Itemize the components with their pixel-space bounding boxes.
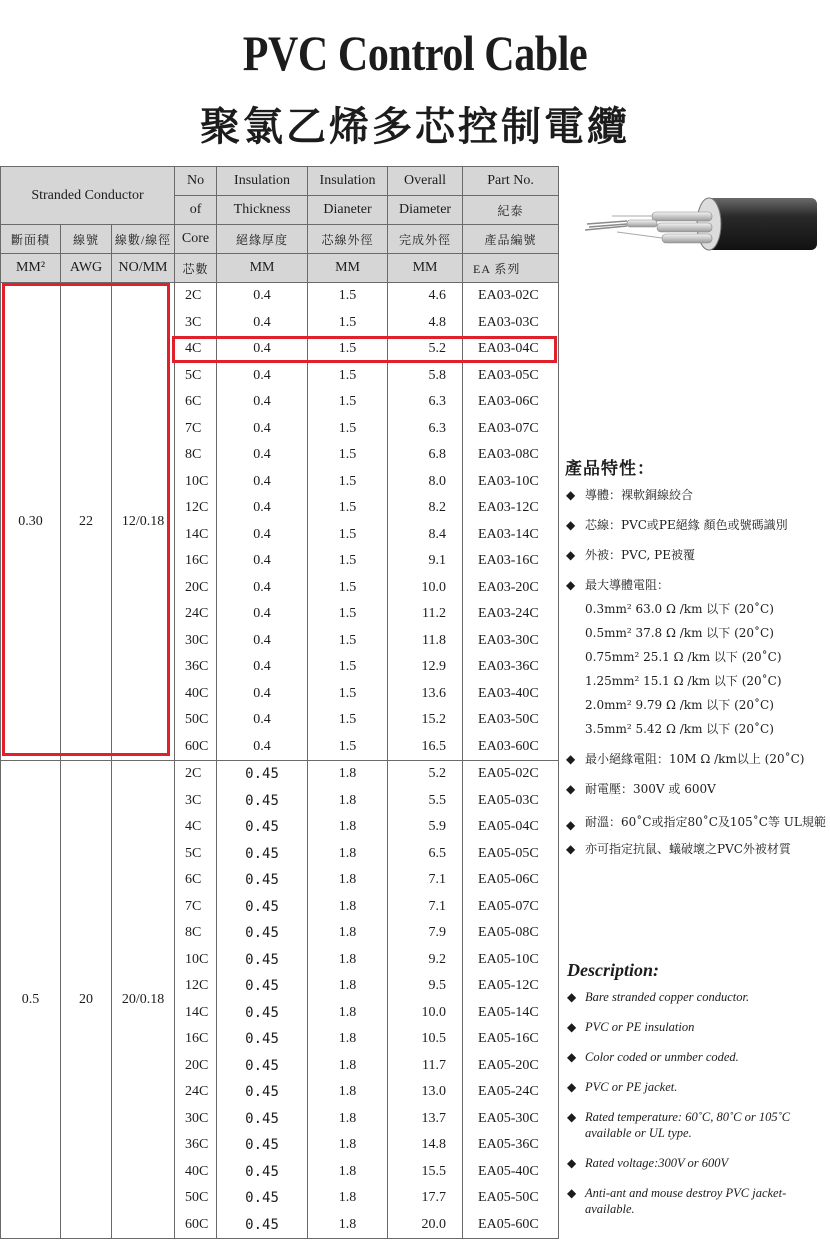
- insulation-thickness-cell: 0.45: [217, 841, 308, 868]
- core-count-cell: 40C: [175, 1159, 217, 1186]
- core-count-cell: 14C: [175, 1000, 217, 1027]
- cable-jacket: [707, 198, 817, 250]
- header-core: Core: [175, 225, 217, 254]
- features-section: [565, 454, 830, 871]
- insulation-thickness-cell: 0.45: [217, 867, 308, 894]
- core-count-cell: 3C: [175, 310, 217, 337]
- overall-diameter-cell: 8.2: [388, 495, 463, 522]
- part-number-cell: EA03-10C: [463, 469, 559, 496]
- diamond-bullet-icon: ◆: [567, 1080, 577, 1094]
- insulation-thickness-cell: 0.45: [217, 1053, 308, 1080]
- desc-anti-ant: ◆ Anti-ant and mouse destroy PVC jacket-available.: [567, 1186, 787, 1216]
- overall-diameter-cell: 7.1: [388, 867, 463, 894]
- overall-diameter-cell: 5.9: [388, 814, 463, 841]
- insulation-thickness-cell: 0.4: [217, 495, 308, 522]
- overall-diameter-cell: 5.2: [388, 336, 463, 363]
- insulation-thickness-cell: 0.4: [217, 416, 308, 443]
- overall-diameter-cell: 11.7: [388, 1053, 463, 1080]
- insulation-diameter-cell: 1.8: [308, 947, 388, 974]
- cable-cores: [585, 212, 712, 243]
- part-number-cell: EA03-24C: [463, 601, 559, 628]
- insulation-thickness-cell: 0.4: [217, 469, 308, 496]
- core-count-cell: 12C: [175, 973, 217, 1000]
- insulation-thickness-cell: 0.45: [217, 1000, 308, 1027]
- overall-diameter-cell: 14.8: [388, 1132, 463, 1159]
- desc-jacket: ◆ PVC or PE jacket.: [567, 1080, 678, 1094]
- core-count-cell: 8C: [175, 920, 217, 947]
- overall-diameter-cell: 10.0: [388, 575, 463, 602]
- insulation-diameter-cell: 1.5: [308, 469, 388, 496]
- insulation-thickness-cell: 0.45: [217, 1159, 308, 1186]
- core-count-cell: 8C: [175, 442, 217, 469]
- core-count-cell: 40C: [175, 681, 217, 708]
- insulation-thickness-cell: 0.45: [217, 947, 308, 974]
- core-count-cell: 5C: [175, 841, 217, 868]
- insulation-thickness-cell: 0.45: [217, 1106, 308, 1133]
- overall-diameter-cell: 9.5: [388, 973, 463, 1000]
- part-number-cell: EA05-12C: [463, 973, 559, 1000]
- overall-diameter-cell: 6.8: [388, 442, 463, 469]
- insulation-thickness-cell: 0.45: [217, 894, 308, 921]
- insulation-thickness-cell: 0.45: [217, 920, 308, 947]
- header-zh-area: 斷面積: [1, 225, 61, 254]
- insulation-diameter-cell: 1.5: [308, 495, 388, 522]
- core-count-cell: 14C: [175, 522, 217, 549]
- part-number-cell: EA05-06C: [463, 867, 559, 894]
- feature-anti-ant: ◆ 亦可指定抗鼠、蟻破壞之PVC外被材質: [566, 842, 791, 856]
- insulation-diameter-cell: 1.8: [308, 894, 388, 921]
- conductor-area: 0.30: [1, 283, 61, 761]
- diamond-bullet-icon: ◆: [566, 782, 576, 796]
- insulation-diameter-cell: 1.8: [308, 1132, 388, 1159]
- overall-diameter-cell: 6.3: [388, 416, 463, 443]
- core-count-cell: 4C: [175, 336, 217, 363]
- insulation-diameter-cell: 1.8: [308, 761, 388, 788]
- header-zh-strands: 線數/線徑: [112, 225, 175, 254]
- overall-diameter-cell: 16.5: [388, 734, 463, 761]
- insulation-thickness-cell: 0.4: [217, 310, 308, 337]
- insulation-thickness-cell: 0.4: [217, 654, 308, 681]
- overall-diameter-cell: 7.1: [388, 894, 463, 921]
- core-count-cell: 2C: [175, 761, 217, 788]
- core-count-cell: 24C: [175, 1079, 217, 1106]
- core-count-cell: 10C: [175, 469, 217, 496]
- header-part-no: Part No.: [463, 167, 559, 196]
- insulation-diameter-cell: 1.8: [308, 1000, 388, 1027]
- resistance-1-25: 1.25mm² 15.1 Ω /km 以下 (20˚C): [585, 674, 782, 688]
- desc-temperature: ◆ Rated temperature: 60˚C, 80˚C or 105˚C available or UL type.: [567, 1110, 791, 1140]
- diamond-bullet-icon: ◆: [567, 990, 577, 1004]
- header-diameter: Diameter: [388, 196, 463, 225]
- part-number-cell: EA05-08C: [463, 920, 559, 947]
- resistance-0-75: 0.75mm² 25.1 Ω /km 以下 (20˚C): [585, 650, 782, 664]
- part-number-cell: EA05-50C: [463, 1185, 559, 1212]
- overall-diameter-cell: 5.8: [388, 363, 463, 390]
- part-number-cell: EA03-14C: [463, 522, 559, 549]
- insulation-diameter-cell: 1.5: [308, 336, 388, 363]
- insulation-diameter-cell: 1.5: [308, 389, 388, 416]
- desc-insulation: ◆ PVC or PE insulation: [567, 1020, 695, 1034]
- unit-mm2: MM²: [1, 254, 61, 283]
- insulation-diameter-cell: 1.5: [308, 575, 388, 602]
- insulation-diameter-cell: 1.8: [308, 1026, 388, 1053]
- table-row: [1, 761, 559, 788]
- part-number-cell: EA03-04C: [463, 336, 559, 363]
- resistance-0-5: 0.5mm² 37.8 Ω /km 以下 (20˚C): [585, 626, 774, 640]
- part-number-cell: EA05-36C: [463, 1132, 559, 1159]
- part-number-cell: EA05-30C: [463, 1106, 559, 1133]
- insulation-thickness-cell: 0.45: [217, 1185, 308, 1212]
- insulation-thickness-cell: 0.45: [217, 1026, 308, 1053]
- page-title: PVC Control Cable: [242, 25, 588, 81]
- header-zh-ins-thickness: 絕緣厚度: [217, 225, 308, 254]
- insulation-thickness-cell: 0.4: [217, 336, 308, 363]
- insulation-thickness-cell: 0.4: [217, 522, 308, 549]
- overall-diameter-cell: 11.2: [388, 601, 463, 628]
- header-zh-product-no: 產品編號: [463, 225, 559, 254]
- core-count-cell: 50C: [175, 707, 217, 734]
- diamond-bullet-icon: ◆: [566, 818, 576, 832]
- header-of: of: [175, 196, 217, 225]
- part-number-cell: EA05-04C: [463, 814, 559, 841]
- part-number-cell: EA03-08C: [463, 442, 559, 469]
- part-number-cell: EA05-40C: [463, 1159, 559, 1186]
- feature-min-insulation: ◆ 最小絕緣電阻：10M Ω /km以上 (20˚C): [566, 752, 805, 766]
- feature-voltage: ◆ 耐電壓：300V 或 600V: [566, 782, 716, 796]
- overall-diameter-cell: 10.0: [388, 1000, 463, 1027]
- insulation-diameter-cell: 1.8: [308, 867, 388, 894]
- table-header: [1, 167, 559, 283]
- insulation-thickness-cell: 0.4: [217, 681, 308, 708]
- desc-color-coded: ◆ Color coded or unmber coded.: [567, 1050, 739, 1064]
- insulation-thickness-cell: 0.4: [217, 548, 308, 575]
- overall-diameter-cell: 4.6: [388, 283, 463, 310]
- part-number-cell: EA03-12C: [463, 495, 559, 522]
- part-number-cell: EA05-10C: [463, 947, 559, 974]
- description-section: [567, 960, 830, 1231]
- core-count-cell: 4C: [175, 814, 217, 841]
- table-row: [1, 283, 559, 310]
- features-title: 產品特性：: [565, 459, 655, 479]
- core-count-cell: 2C: [175, 283, 217, 310]
- header-dianeter: Dianeter: [308, 196, 388, 225]
- conductor-strands: 12/0.18: [112, 283, 175, 761]
- header-no: No: [175, 167, 217, 196]
- overall-diameter-cell: 13.0: [388, 1079, 463, 1106]
- insulation-diameter-cell: 1.8: [308, 1185, 388, 1212]
- core-count-cell: 60C: [175, 734, 217, 761]
- part-number-cell: EA03-20C: [463, 575, 559, 602]
- overall-diameter-cell: 6.3: [388, 389, 463, 416]
- core-count-cell: 10C: [175, 947, 217, 974]
- core-count-cell: 3C: [175, 788, 217, 815]
- part-number-cell: EA05-14C: [463, 1000, 559, 1027]
- conductor-awg: 20: [61, 761, 112, 1239]
- insulation-diameter-cell: 1.8: [308, 814, 388, 841]
- core-count-cell: 7C: [175, 416, 217, 443]
- insulation-thickness-cell: 0.4: [217, 601, 308, 628]
- insulation-diameter-cell: 1.8: [308, 1212, 388, 1239]
- unit-cores: 芯數: [175, 254, 217, 283]
- insulation-diameter-cell: 1.8: [308, 973, 388, 1000]
- insulation-thickness-cell: 0.45: [217, 761, 308, 788]
- core-count-cell: 36C: [175, 654, 217, 681]
- core-count-cell: 60C: [175, 1212, 217, 1239]
- overall-diameter-cell: 8.4: [388, 522, 463, 549]
- part-number-cell: EA03-36C: [463, 654, 559, 681]
- unit-mm-overall: MM: [388, 254, 463, 283]
- core-count-cell: 36C: [175, 1132, 217, 1159]
- insulation-diameter-cell: 1.5: [308, 734, 388, 761]
- part-number-cell: EA05-24C: [463, 1079, 559, 1106]
- feature-max-resistance: ◆ 最大導體電阻：: [566, 578, 670, 592]
- overall-diameter-cell: 5.2: [388, 761, 463, 788]
- overall-diameter-cell: 4.8: [388, 310, 463, 337]
- diamond-bullet-icon: ◆: [566, 752, 576, 766]
- unit-nomm: NO/MM: [112, 254, 175, 283]
- overall-diameter-cell: 5.5: [388, 788, 463, 815]
- insulation-thickness-cell: 0.45: [217, 973, 308, 1000]
- insulation-thickness-cell: 0.4: [217, 442, 308, 469]
- core-count-cell: 20C: [175, 575, 217, 602]
- insulation-thickness-cell: 0.45: [217, 814, 308, 841]
- insulation-thickness-cell: 0.45: [217, 1212, 308, 1239]
- diamond-bullet-icon: ◆: [567, 1110, 577, 1124]
- unit-mm-ins: MM: [217, 254, 308, 283]
- diamond-bullet-icon: ◆: [566, 518, 576, 532]
- insulation-thickness-cell: 0.45: [217, 788, 308, 815]
- part-number-cell: EA03-03C: [463, 310, 559, 337]
- part-number-cell: EA03-50C: [463, 707, 559, 734]
- diamond-bullet-icon: ◆: [567, 1186, 577, 1200]
- part-number-cell: EA03-30C: [463, 628, 559, 655]
- table-body: [1, 283, 559, 1239]
- insulation-diameter-cell: 1.5: [308, 548, 388, 575]
- part-number-cell: EA03-40C: [463, 681, 559, 708]
- core-count-cell: 16C: [175, 548, 217, 575]
- feature-temperature: ◆ 耐溫：60˚C或指定80˚C及105˚C等 UL規範: [565, 811, 830, 833]
- overall-diameter-cell: 9.1: [388, 548, 463, 575]
- insulation-diameter-cell: 1.5: [308, 628, 388, 655]
- insulation-diameter-cell: 1.8: [308, 1053, 388, 1080]
- overall-diameter-cell: 13.7: [388, 1106, 463, 1133]
- part-number-cell: EA03-16C: [463, 548, 559, 575]
- part-number-cell: EA03-60C: [463, 734, 559, 761]
- overall-diameter-cell: 6.5: [388, 841, 463, 868]
- unit-ea-series: EA 系列: [463, 254, 559, 283]
- insulation-diameter-cell: 1.5: [308, 601, 388, 628]
- insulation-thickness-cell: 0.45: [217, 1132, 308, 1159]
- overall-diameter-cell: 9.2: [388, 947, 463, 974]
- part-number-cell: EA03-07C: [463, 416, 559, 443]
- core-count-cell: 20C: [175, 1053, 217, 1080]
- core-count-cell: 24C: [175, 601, 217, 628]
- insulation-diameter-cell: 1.8: [308, 1159, 388, 1186]
- insulation-thickness-cell: 0.4: [217, 283, 308, 310]
- overall-diameter-cell: 11.8: [388, 628, 463, 655]
- header-overall: Overall: [388, 167, 463, 196]
- overall-diameter-cell: 10.5: [388, 1026, 463, 1053]
- insulation-thickness-cell: 0.4: [217, 734, 308, 761]
- overall-diameter-cell: 20.0: [388, 1212, 463, 1239]
- overall-diameter-cell: 13.6: [388, 681, 463, 708]
- insulation-diameter-cell: 1.8: [308, 1079, 388, 1106]
- insulation-diameter-cell: 1.5: [308, 654, 388, 681]
- header-zh-finished-od: 完成外徑: [388, 225, 463, 254]
- conductor-area: 0.5: [1, 761, 61, 1239]
- insulation-diameter-cell: 1.8: [308, 788, 388, 815]
- page-subtitle-chinese: 聚氯乙烯多芯控制電纜: [200, 103, 630, 150]
- insulation-diameter-cell: 1.5: [308, 363, 388, 390]
- part-number-cell: EA05-05C: [463, 841, 559, 868]
- core-count-cell: 12C: [175, 495, 217, 522]
- insulation-diameter-cell: 1.8: [308, 920, 388, 947]
- right-panel: [557, 166, 830, 1243]
- feature-core: ◆ 芯線：PVC或PE絕緣 顏色或號碼識別: [566, 518, 788, 532]
- conductor-awg: 22: [61, 283, 112, 761]
- resistance-3-5: 3.5mm² 5.42 Ω /km 以下 (20˚C): [585, 722, 774, 736]
- diamond-bullet-icon: ◆: [566, 488, 576, 502]
- spec-table: [0, 166, 559, 1239]
- unit-mm-core: MM: [308, 254, 388, 283]
- resistance-2-0: 2.0mm² 9.79 Ω /km 以下 (20˚C): [585, 698, 774, 712]
- header-stranded-conductor: Stranded Conductor: [1, 167, 175, 225]
- part-number-cell: EA03-06C: [463, 389, 559, 416]
- cable-photo: [567, 174, 822, 284]
- core-count-cell: 5C: [175, 363, 217, 390]
- desc-voltage: ◆ Rated voltage:300V or 600V: [567, 1156, 729, 1170]
- header-insulation: Insulation: [217, 167, 308, 196]
- diamond-bullet-icon: ◆: [566, 578, 576, 592]
- insulation-thickness-cell: 0.4: [217, 389, 308, 416]
- insulation-diameter-cell: 1.5: [308, 522, 388, 549]
- header-zh-core-od: 芯線外徑: [308, 225, 388, 254]
- part-number-cell: EA05-60C: [463, 1212, 559, 1239]
- diamond-bullet-icon: ◆: [566, 842, 576, 856]
- overall-diameter-cell: 12.9: [388, 654, 463, 681]
- desc-conductor: ◆ Bare stranded copper conductor.: [567, 990, 750, 1004]
- insulation-diameter-cell: 1.5: [308, 283, 388, 310]
- insulation-thickness-cell: 0.4: [217, 628, 308, 655]
- diamond-bullet-icon: ◆: [567, 1050, 577, 1064]
- description-title: Description:: [567, 960, 659, 980]
- header-insulation-2: Insulation: [308, 167, 388, 196]
- insulation-thickness-cell: 0.4: [217, 363, 308, 390]
- insulation-thickness-cell: 0.4: [217, 707, 308, 734]
- overall-diameter-cell: 17.7: [388, 1185, 463, 1212]
- insulation-diameter-cell: 1.8: [308, 841, 388, 868]
- part-number-cell: EA03-05C: [463, 363, 559, 390]
- core-count-cell: 6C: [175, 389, 217, 416]
- part-number-cell: EA05-16C: [463, 1026, 559, 1053]
- part-number-cell: EA05-20C: [463, 1053, 559, 1080]
- core-count-cell: 50C: [175, 1185, 217, 1212]
- overall-diameter-cell: 15.2: [388, 707, 463, 734]
- core-count-cell: 7C: [175, 894, 217, 921]
- overall-diameter-cell: 8.0: [388, 469, 463, 496]
- part-number-cell: EA05-07C: [463, 894, 559, 921]
- unit-awg: AWG: [61, 254, 112, 283]
- overall-diameter-cell: 7.9: [388, 920, 463, 947]
- insulation-thickness-cell: 0.45: [217, 1079, 308, 1106]
- insulation-diameter-cell: 1.5: [308, 310, 388, 337]
- part-number-cell: EA03-02C: [463, 283, 559, 310]
- header-jitai: 紀泰: [463, 196, 559, 225]
- core-count-cell: 30C: [175, 628, 217, 655]
- header-thickness: Thickness: [217, 196, 308, 225]
- resistance-0-3: 0.3mm² 63.0 Ω /km 以下 (20˚C): [585, 602, 774, 616]
- conductor-strands: 20/0.18: [112, 761, 175, 1239]
- feature-conductor: ◆ 導體：裸軟銅線絞合: [566, 488, 694, 502]
- overall-diameter-cell: 15.5: [388, 1159, 463, 1186]
- insulation-thickness-cell: 0.4: [217, 575, 308, 602]
- feature-jacket: ◆ 外被：PVC, PE被覆: [566, 548, 695, 562]
- insulation-diameter-cell: 1.5: [308, 442, 388, 469]
- diamond-bullet-icon: ◆: [567, 1156, 577, 1170]
- insulation-diameter-cell: 1.5: [308, 416, 388, 443]
- insulation-diameter-cell: 1.8: [308, 1106, 388, 1133]
- core-count-cell: 6C: [175, 867, 217, 894]
- header-zh-gauge: 線號: [61, 225, 112, 254]
- diamond-bullet-icon: ◆: [566, 548, 576, 562]
- diamond-bullet-icon: ◆: [567, 1020, 577, 1034]
- insulation-diameter-cell: 1.5: [308, 681, 388, 708]
- core-count-cell: 30C: [175, 1106, 217, 1133]
- insulation-diameter-cell: 1.5: [308, 707, 388, 734]
- part-number-cell: EA05-02C: [463, 761, 559, 788]
- part-number-cell: EA05-03C: [463, 788, 559, 815]
- core-count-cell: 16C: [175, 1026, 217, 1053]
